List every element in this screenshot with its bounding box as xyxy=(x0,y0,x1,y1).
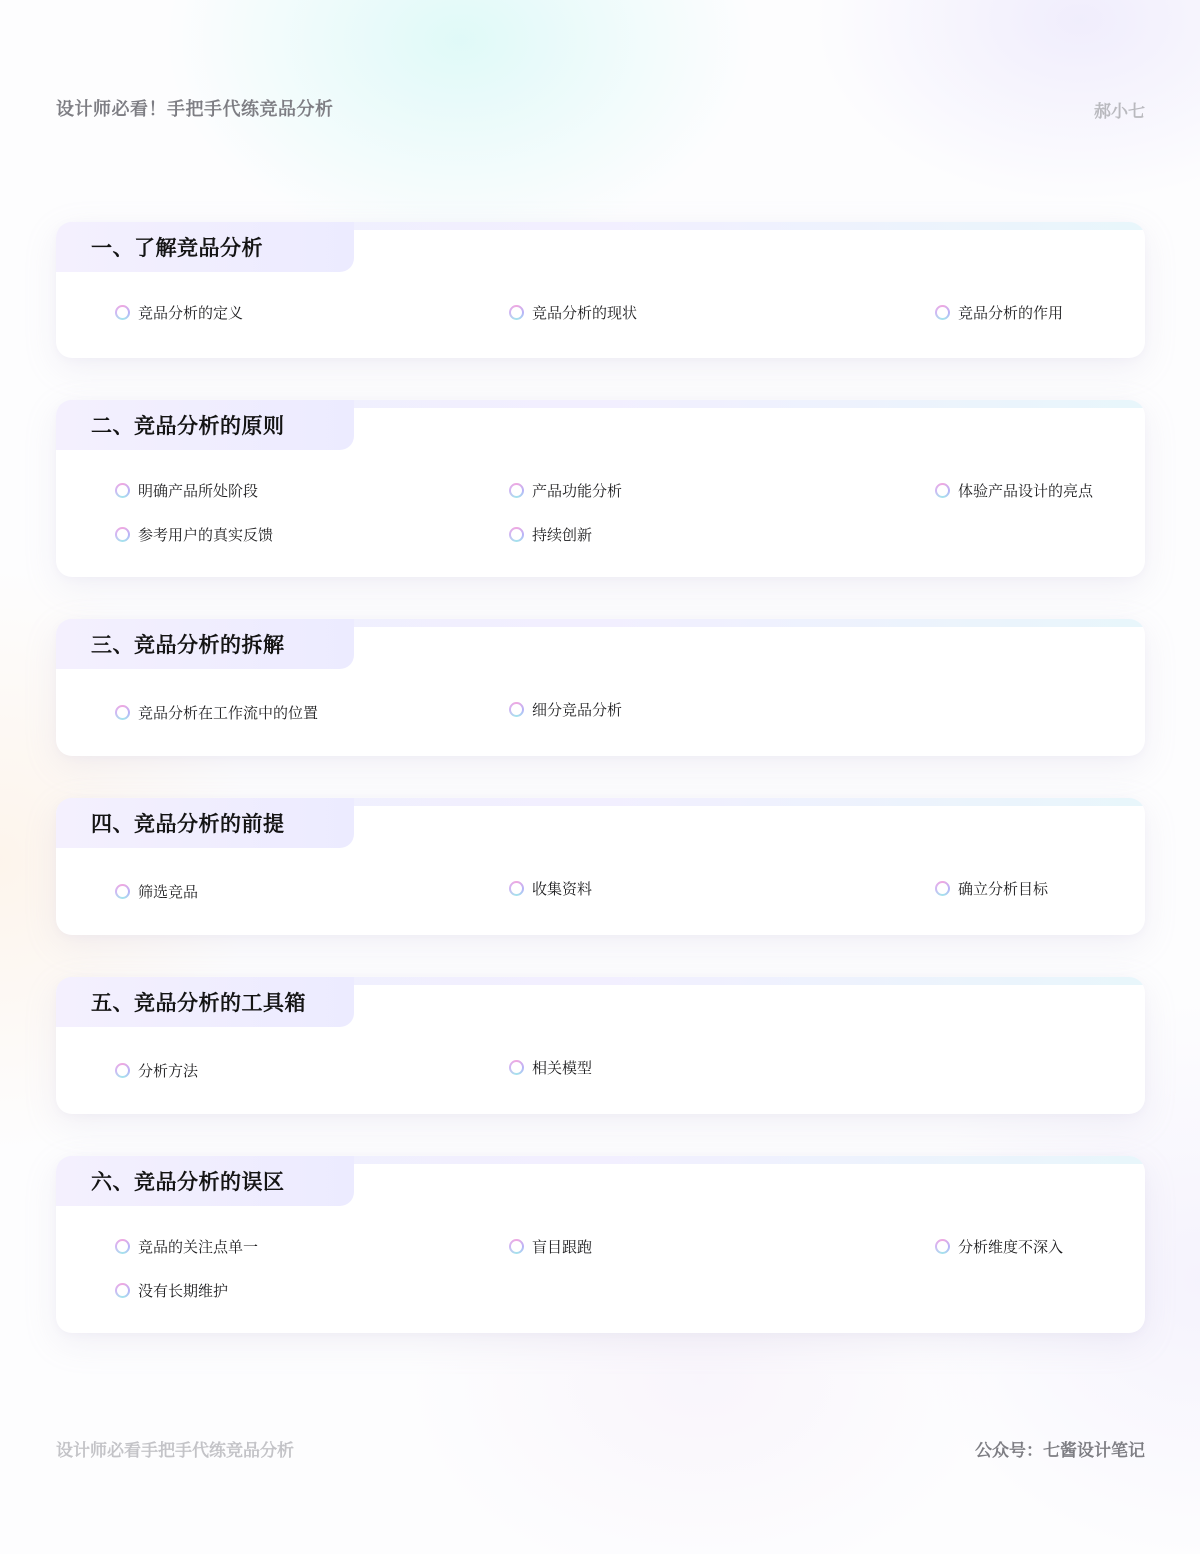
item-label: 收集资料 xyxy=(532,880,593,898)
item-label: 竞品分析的现状 xyxy=(532,304,638,322)
section-title: 一、了解竞品分析 xyxy=(91,236,263,260)
list-item xyxy=(509,524,592,545)
section-title: 五、竞品分析的工具箱 xyxy=(91,991,306,1015)
section-title-tab xyxy=(56,222,354,272)
item-label: 持续创新 xyxy=(532,526,593,544)
gradient-ring-icon xyxy=(935,483,950,498)
gradient-ring-icon xyxy=(509,881,524,896)
section-card-3 xyxy=(56,619,1145,756)
gradient-ring-icon xyxy=(509,527,524,542)
item-label: 没有长期维护 xyxy=(138,1282,229,1300)
list-item xyxy=(935,480,1093,501)
item-label: 竞品分析在工作流中的位置 xyxy=(138,704,319,722)
section-title: 四、竞品分析的前提 xyxy=(91,812,285,836)
footer-account: 公众号：七酱设计笔记 xyxy=(975,1441,1145,1461)
gradient-ring-icon xyxy=(935,1239,950,1254)
list-item xyxy=(935,878,1048,899)
list-item xyxy=(115,1060,198,1081)
list-item xyxy=(509,878,592,899)
gradient-ring-icon xyxy=(115,705,130,720)
gradient-ring-icon xyxy=(115,1063,130,1078)
list-item xyxy=(115,1280,228,1301)
section-title-tab xyxy=(56,1156,354,1206)
footer-title: 设计师必看手把手代练竞品分析 xyxy=(56,1441,294,1461)
section-title-tab xyxy=(56,977,354,1027)
gradient-ring-icon xyxy=(115,884,130,899)
section-title: 六、竞品分析的误区 xyxy=(91,1170,285,1194)
gradient-ring-icon xyxy=(935,881,950,896)
item-label: 分析方法 xyxy=(138,1062,199,1080)
gradient-ring-icon xyxy=(935,305,950,320)
list-item xyxy=(115,302,243,323)
section-card-2 xyxy=(56,400,1145,577)
section-title-tab xyxy=(56,798,354,848)
section-card-5 xyxy=(56,977,1145,1114)
item-label: 产品功能分析 xyxy=(532,482,623,500)
item-label: 参考用户的真实反馈 xyxy=(138,526,274,544)
gradient-ring-icon xyxy=(509,702,524,717)
list-item xyxy=(935,1236,1063,1257)
section-title: 三、竞品分析的拆解 xyxy=(91,633,285,657)
item-label: 盲目跟跑 xyxy=(532,1238,593,1256)
section-title-tab xyxy=(56,400,354,450)
item-label: 确立分析目标 xyxy=(958,880,1049,898)
list-item xyxy=(509,1236,592,1257)
list-item xyxy=(509,480,622,501)
item-label: 竞品分析的定义 xyxy=(138,304,244,322)
gradient-ring-icon xyxy=(509,1060,524,1075)
gradient-ring-icon xyxy=(509,305,524,320)
list-item xyxy=(115,881,198,902)
section-card-4 xyxy=(56,798,1145,935)
section-title-tab xyxy=(56,619,354,669)
list-item xyxy=(935,302,1063,323)
list-item xyxy=(115,524,273,545)
item-label: 细分竞品分析 xyxy=(532,701,623,719)
gradient-ring-icon xyxy=(115,305,130,320)
gradient-ring-icon xyxy=(115,1283,130,1298)
list-item xyxy=(509,699,622,720)
item-label: 体验产品设计的亮点 xyxy=(958,482,1094,500)
gradient-ring-icon xyxy=(115,1239,130,1254)
item-label: 相关模型 xyxy=(532,1059,593,1077)
gradient-ring-icon xyxy=(115,483,130,498)
gradient-ring-icon xyxy=(115,527,130,542)
item-label: 分析维度不深入 xyxy=(958,1238,1064,1256)
list-item xyxy=(115,480,258,501)
section-card-6 xyxy=(56,1156,1145,1333)
item-label: 筛选竞品 xyxy=(138,883,199,901)
gradient-ring-icon xyxy=(509,483,524,498)
list-item xyxy=(509,1057,592,1078)
gradient-ring-icon xyxy=(509,1239,524,1254)
list-item xyxy=(115,1236,258,1257)
list-item xyxy=(509,302,637,323)
section-card-1 xyxy=(56,222,1145,358)
item-label: 明确产品所处阶段 xyxy=(138,482,259,500)
author-name: 郝小七 xyxy=(1094,102,1145,122)
page-title: 设计师必看！手把手代练竞品分析 xyxy=(56,99,334,120)
item-label: 竞品的关注点单一 xyxy=(138,1238,259,1256)
item-label: 竞品分析的作用 xyxy=(958,304,1064,322)
section-title: 二、竞品分析的原则 xyxy=(91,414,285,438)
list-item xyxy=(115,702,318,723)
